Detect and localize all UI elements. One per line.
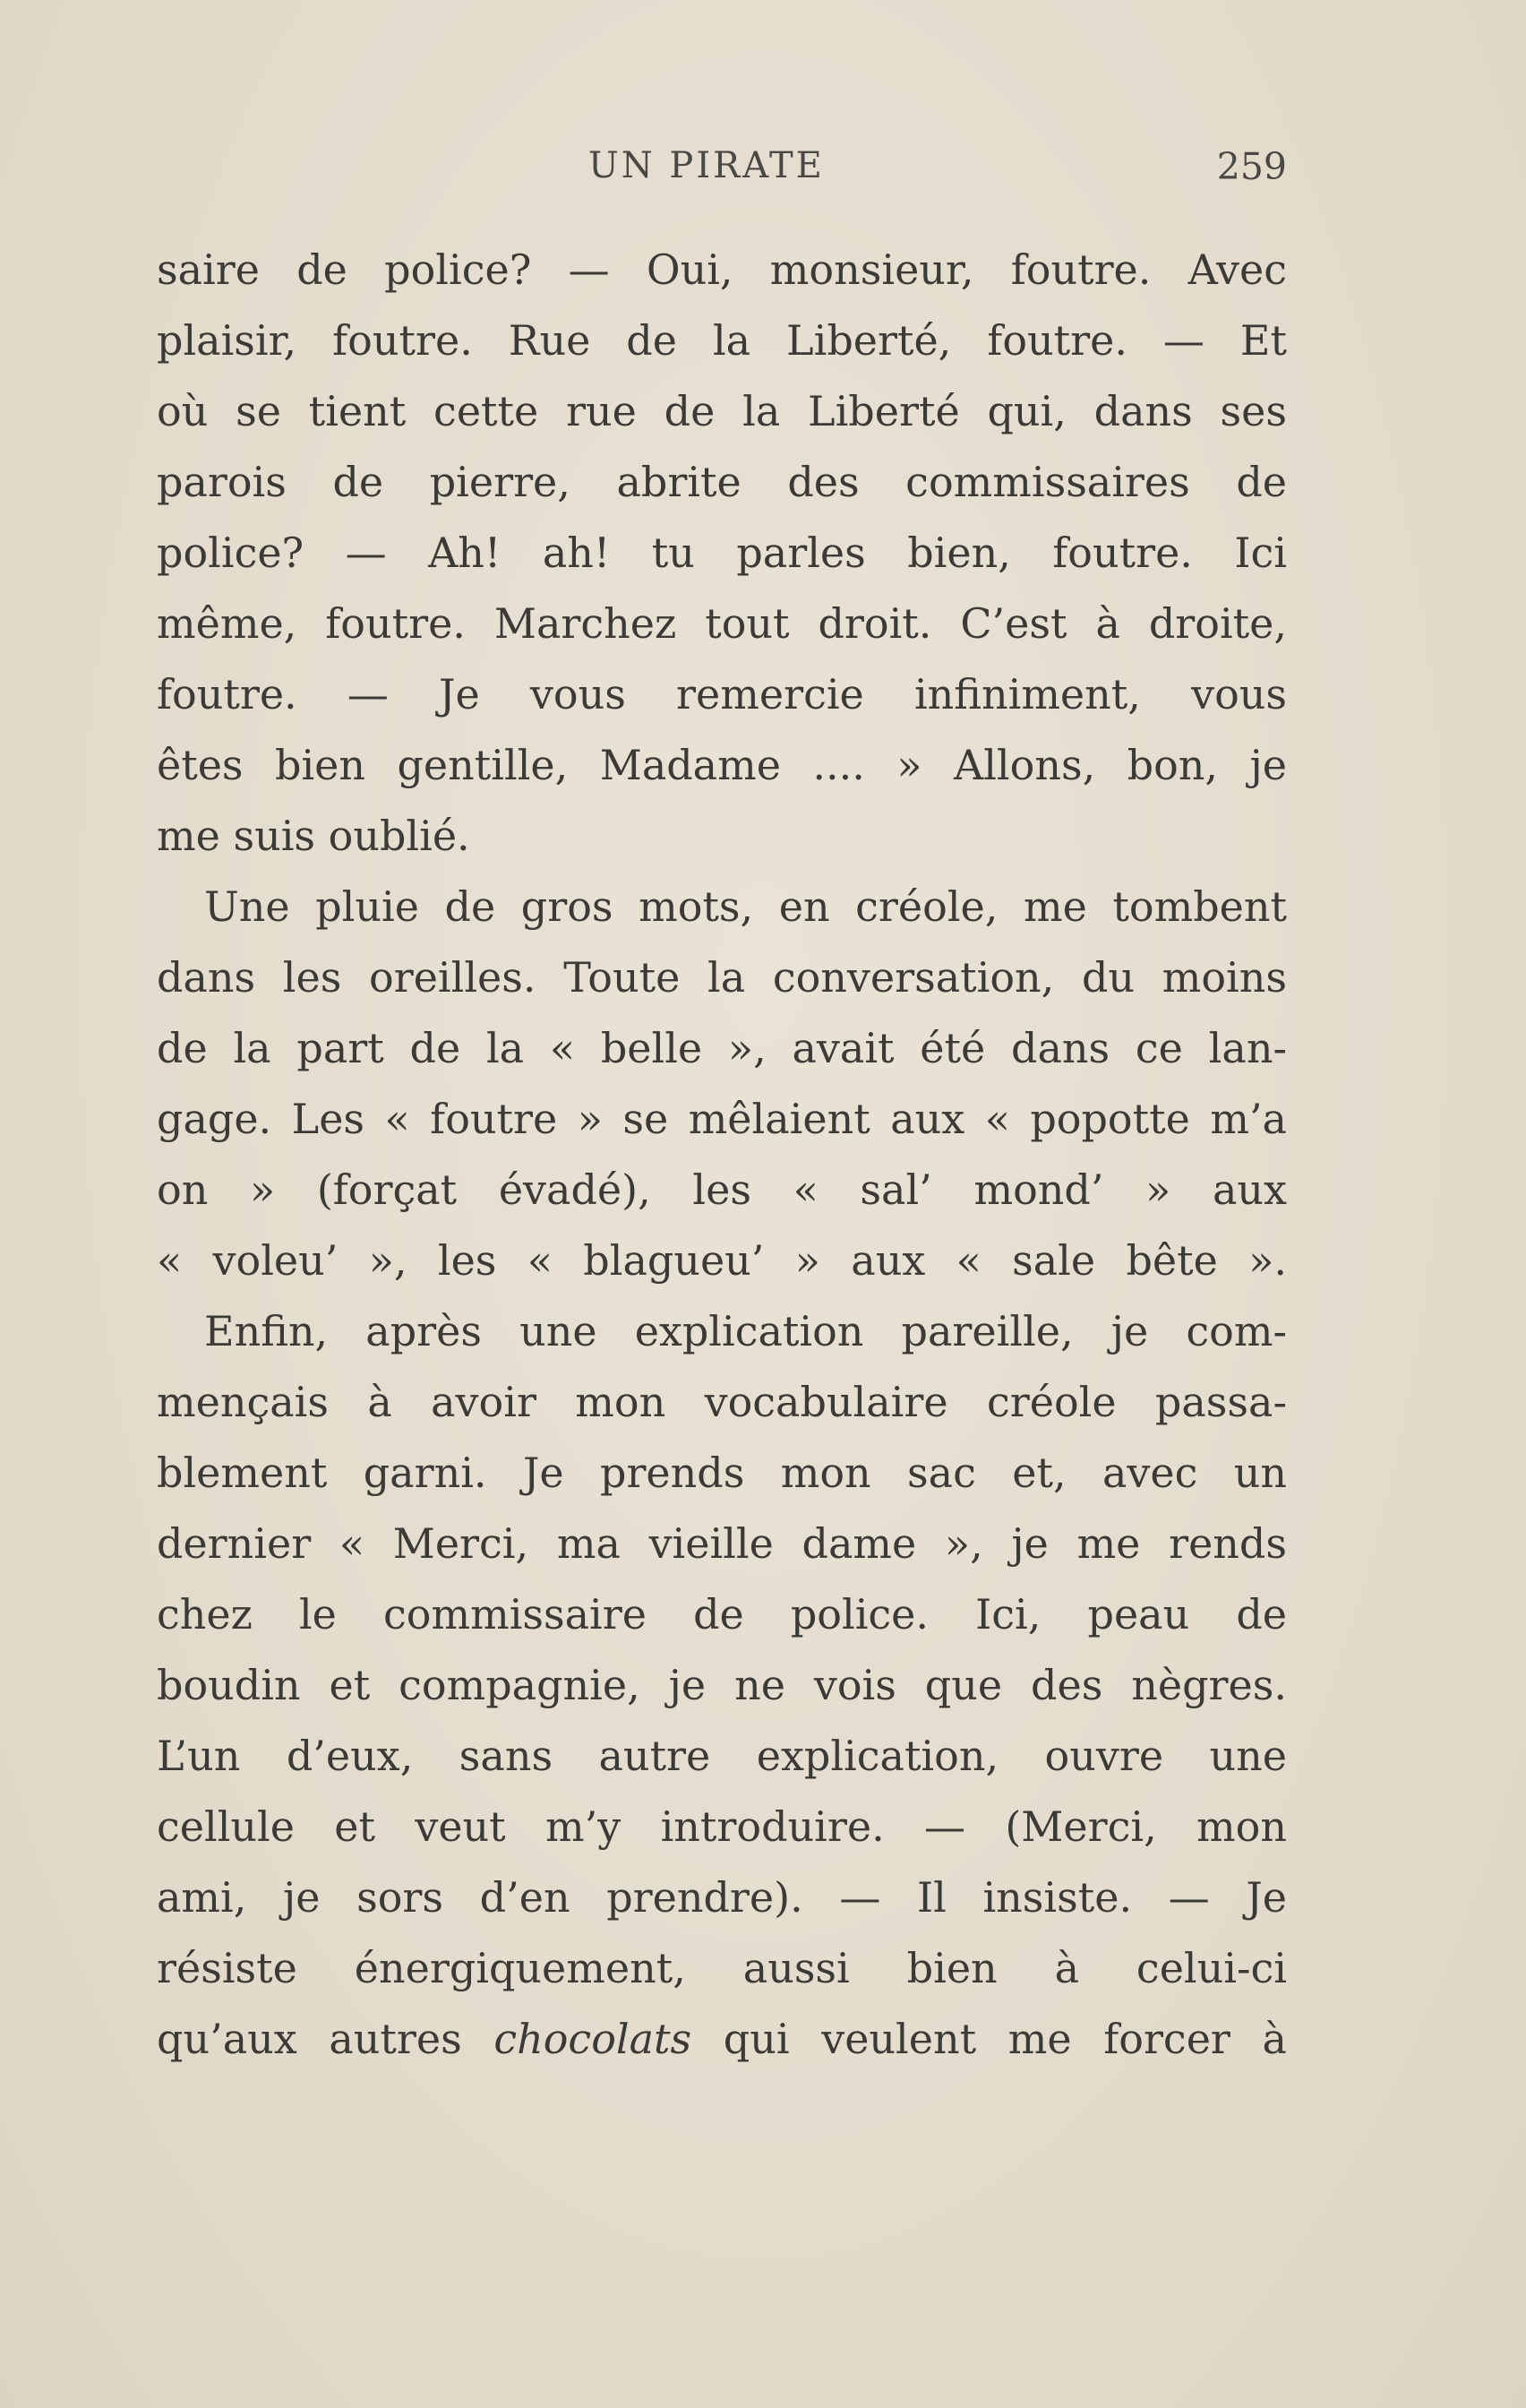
italic-word: chocolats	[493, 2015, 692, 2063]
text-line: gage. Les « foutre » se mêlaient aux « popotte m’a	[157, 1095, 1287, 1143]
text-line: êtes bien gentille, Madame .... » Allons, bon, je	[157, 741, 1287, 789]
text-line: on » (forçat évadé), les « sal’ mond’ » aux	[157, 1165, 1287, 1214]
text-line: plaisir, foutre. Rue de la Liberté, foutre. — Et	[157, 316, 1287, 365]
text-line: où se tient cette rue de la Liberté qui, dans ses	[157, 387, 1287, 435]
paragraph-start-line: Enfin, après une explication pareille, je com-	[204, 1307, 1287, 1355]
text-line: cellule et veut m’y introduire. — (Merci, mon	[157, 1802, 1287, 1851]
text-line: parois de pierre, abrite des commissaires de	[157, 458, 1287, 506]
final-text-line	[157, 2004, 1287, 2075]
final-line-before: qu’aux autres	[157, 2015, 494, 2063]
text-line: ami, je sors d’en prendre). — Il insiste. — Je	[157, 1873, 1287, 1922]
text-line: dernier « Merci, ma vieille dame », je me rends	[157, 1519, 1287, 1568]
paragraph-start-line: Une pluie de gros mots, en créole, me tombent	[204, 882, 1287, 931]
paragraph-end-line: me suis oublié.	[157, 812, 470, 860]
text-line: même, foutre. Marchez tout droit. C’est à droite,	[157, 599, 1287, 648]
body-text	[157, 235, 1287, 2075]
page-number: 259	[1216, 145, 1287, 188]
text-line: de la part de la « belle », avait été dans ce lan-	[157, 1024, 1287, 1072]
text-line: chez le commissaire de police. Ici, peau de	[157, 1590, 1287, 1638]
final-line-after: qui veulent me forcer à	[691, 2015, 1287, 2063]
text-line: résiste énergiquement, aussi bien à celui-ci	[157, 1944, 1287, 1992]
text-line: police? — Ah! ah! tu parles bien, foutre. Ici	[157, 529, 1287, 577]
text-line: saire de police? — Oui, monsieur, foutre. Avec	[157, 245, 1287, 294]
text-line: foutre. — Je vous remercie infiniment, vous	[157, 670, 1287, 718]
text-line: dans les oreilles. Toute la conversation, du moins	[157, 953, 1287, 1002]
running-title: UN PIRATE	[588, 145, 825, 186]
text-line: L’un d’eux, sans autre explication, ouvre une	[157, 1732, 1287, 1780]
page-header	[157, 145, 1287, 190]
text-line: boudin et compagnie, je ne vois que des nègres.	[157, 1661, 1287, 1709]
text-line: blement garni. Je prends mon sac et, avec un	[157, 1449, 1287, 1497]
paragraph-end-line: « voleu’ », les « blagueu’ » aux « sale bête ».	[157, 1236, 1287, 1285]
text-line: mençais à avoir mon vocabulaire créole passa-	[157, 1378, 1287, 1426]
